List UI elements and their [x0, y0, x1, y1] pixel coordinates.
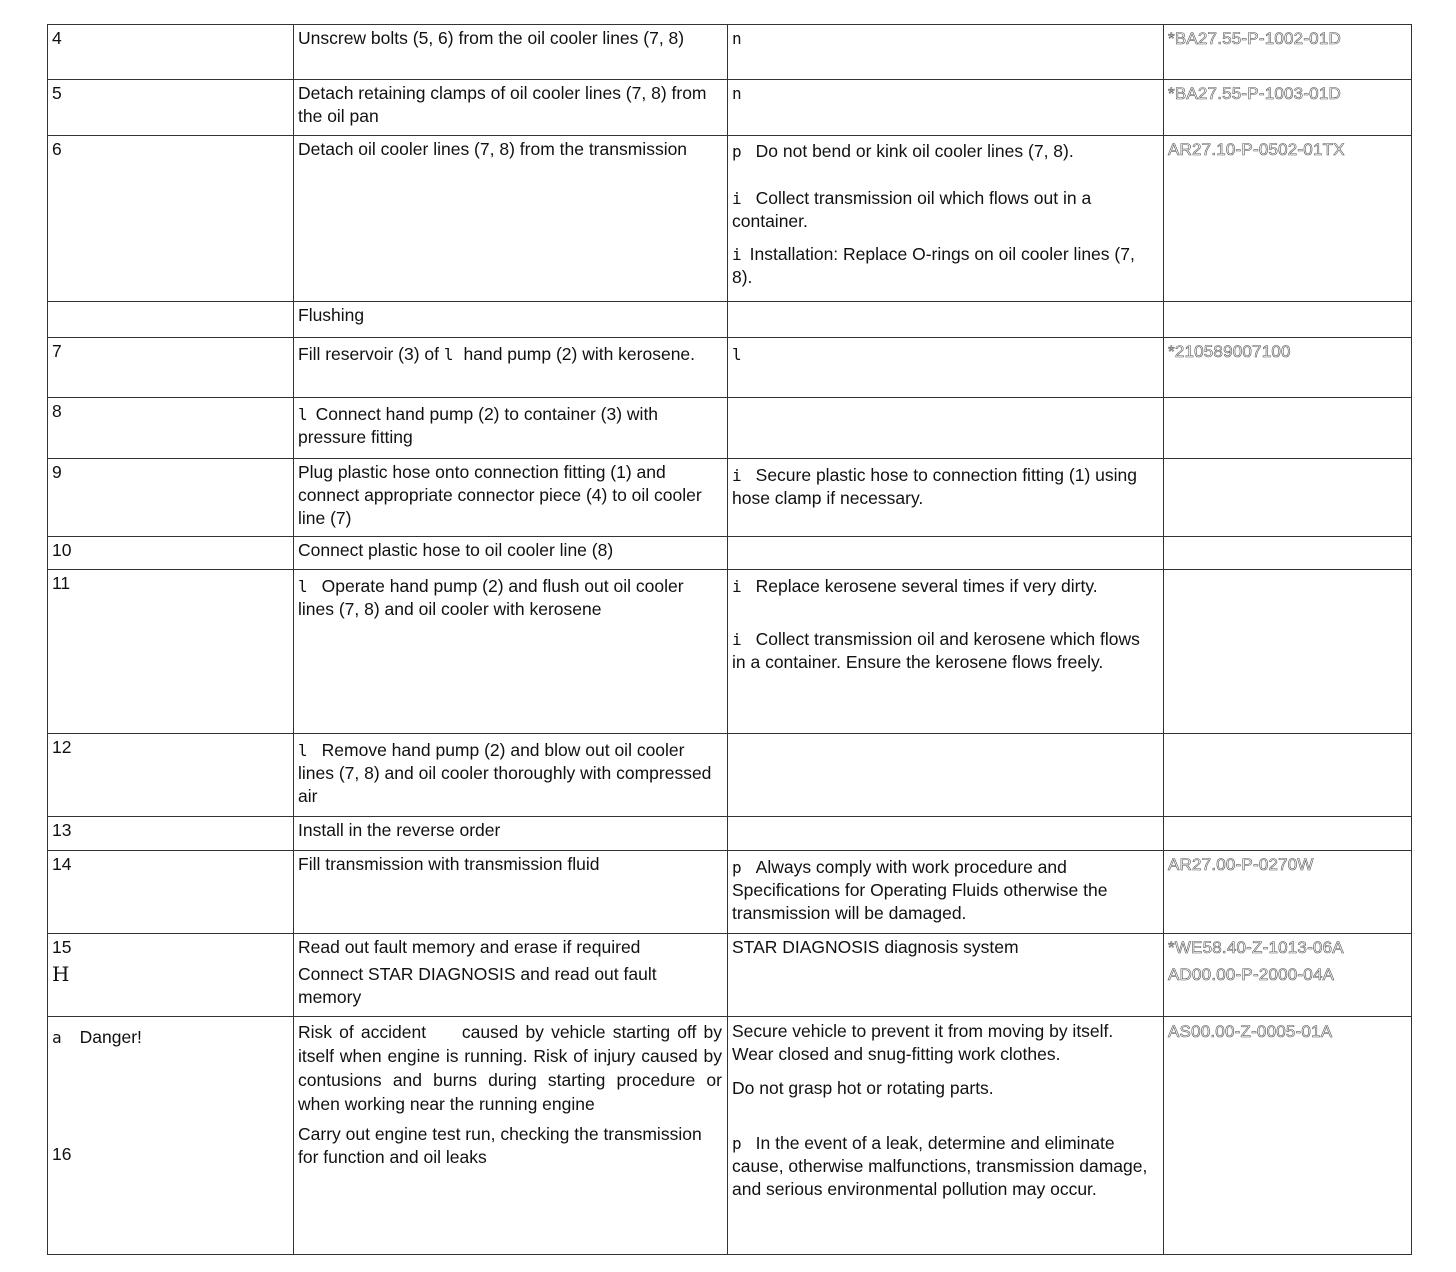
table-row	[48, 136, 1412, 302]
step-reference-link[interactable]: *WE58.40-Z-1013-06A	[1168, 938, 1344, 957]
note-text: Installation: Replace O-rings on oil cooler lines (7, 8).	[732, 244, 1135, 287]
info-note-icon: i	[732, 577, 742, 596]
note-item	[732, 628, 1158, 674]
step-reference	[1164, 459, 1412, 537]
step-reference-link[interactable]: *BA27.55-P-1003-01D	[1164, 80, 1412, 136]
step-action: l Remove hand pump (2) and blow out oil cooler lines (7, 8) and oil cooler thoroughly with compressed air	[294, 734, 728, 817]
info-note-icon: i	[732, 466, 742, 485]
section-heading: Flushing	[294, 302, 728, 338]
step-number: 12	[48, 734, 294, 817]
step-note: p Always comply with work procedure and Specifications for Operating Fluids otherwise the transmission will be damaged.	[728, 851, 1164, 934]
step-notes	[728, 136, 1164, 302]
step-number	[48, 1017, 294, 1255]
special-tool-icon: l	[298, 577, 308, 596]
special-tool-icon: l	[732, 345, 742, 364]
step-action: Unscrew bolts (5, 6) from the oil cooler lines (7, 8)	[294, 25, 728, 80]
step-number: 8	[48, 398, 294, 459]
step-note: i Secure plastic hose to connection fitting (1) using hose clamp if necessary.	[728, 459, 1164, 537]
step-action: Install in the reverse order	[294, 817, 728, 851]
step-note	[728, 537, 1164, 570]
step-reference-link[interactable]: AR27.10-P-0502-01TX	[1164, 136, 1412, 302]
table-row	[48, 80, 1412, 136]
table-row	[48, 734, 1412, 817]
step-action: Risk of accident caused by vehicle starting off by itself when engine is running. Risk of injury caused by contusions and burns during starting procedure or when working near the running engine Carry out engine test run, checking the transmission for function and oil leaks	[294, 1017, 728, 1255]
step-number	[48, 934, 294, 1017]
step-number	[48, 302, 294, 338]
step-action: l Connect hand pump (2) to container (3) with pressure fitting	[294, 398, 728, 459]
special-tool-icon: l	[298, 741, 308, 760]
danger-label: a Danger!	[52, 1027, 142, 1047]
step-notes	[728, 570, 1164, 734]
step-number: 13	[48, 817, 294, 851]
step-note: STAR DIAGNOSIS diagnosis system	[728, 934, 1164, 1017]
note-symbol-icon: n	[732, 84, 742, 103]
note-item	[732, 187, 1158, 233]
step-action: Detach retaining clamps of oil cooler lines (7, 8) from the oil pan	[294, 80, 728, 136]
note-text: Replace kerosene several times if very dirty.	[755, 576, 1098, 596]
step-reference	[1164, 302, 1412, 338]
step-action: Fill reservoir (3) of l hand pump (2) with kerosene.	[294, 338, 728, 398]
table-row	[48, 934, 1412, 1017]
note-text: Collect transmission oil and kerosene which flows in a container. Ensure the kerosene flows freely.	[732, 629, 1140, 672]
table-row	[48, 459, 1412, 537]
step-reference	[1164, 570, 1412, 734]
step-note	[728, 80, 1164, 136]
note-item	[732, 243, 1158, 289]
note-text: Do not bend or kink oil cooler lines (7, 8).	[755, 141, 1074, 161]
step-number: 7	[48, 338, 294, 398]
step-action: l Operate hand pump (2) and flush out oil cooler lines (7, 8) and oil cooler with kerosene	[294, 570, 728, 734]
note-item: p In the event of a leak, determine and eliminate cause, otherwise malfunctions, transmission damage, and serious environmental pollution may occur.	[732, 1133, 1148, 1199]
step-reference-link[interactable]: AS00.00-Z-0005-01A	[1164, 1017, 1412, 1255]
step-reference-link[interactable]: AD00.00-P-2000-04A	[1168, 965, 1335, 984]
procedure-page	[47, 24, 1411, 1255]
step-number: 10	[48, 537, 294, 570]
note-text: Collect transmission oil which flows out in a container.	[732, 188, 1092, 231]
step-note	[728, 734, 1164, 817]
table-row	[48, 398, 1412, 459]
step-number-text: 15	[52, 937, 72, 957]
special-tool-icon: l	[443, 345, 454, 364]
table-row	[48, 338, 1412, 398]
step-reference-link[interactable]: AR27.00-P-0270W	[1164, 851, 1412, 934]
procedure-table	[47, 24, 1412, 1255]
warning-note-icon: p	[732, 142, 742, 161]
step-note	[728, 398, 1164, 459]
step-reference	[1164, 734, 1412, 817]
special-tool-icon: l	[298, 405, 308, 424]
table-row	[48, 302, 1412, 338]
step-reference	[1164, 537, 1412, 570]
step-number: 4	[48, 25, 294, 80]
step-note	[728, 25, 1164, 80]
note-item	[732, 575, 1158, 598]
step-action: Detach oil cooler lines (7, 8) from the transmission	[294, 136, 728, 302]
step-reference-link[interactable]: *BA27.55-P-1002-01D	[1164, 25, 1412, 80]
step-references	[1164, 934, 1412, 1017]
table-row	[48, 1017, 1412, 1255]
danger-text: Risk of accident caused by vehicle starting off by itself when engine is running. Risk of injury caused by contusions and burns during starting procedure or when working near the running engine	[298, 1022, 723, 1114]
step-number: 9	[48, 459, 294, 537]
step-action: Fill transmission with transmission fluid	[294, 851, 728, 934]
table-row	[48, 537, 1412, 570]
table-row	[48, 25, 1412, 80]
table-row	[48, 851, 1412, 934]
step-reference	[1164, 398, 1412, 459]
step-number: 11	[48, 570, 294, 734]
warning-note-icon: p	[732, 1134, 742, 1153]
step-notes	[728, 1017, 1164, 1255]
warning-note-icon: p	[732, 858, 742, 877]
step-note	[728, 338, 1164, 398]
step-action: Read out fault memory and erase if required Connect STAR DIAGNOSIS and read out fault memory	[294, 934, 728, 1017]
note-item	[732, 140, 1158, 163]
step-note	[728, 817, 1164, 851]
step-number-text: 16	[52, 1144, 72, 1164]
note-item: Secure vehicle to prevent it from moving by itself.	[732, 1021, 1114, 1041]
danger-icon: a	[52, 1028, 62, 1047]
info-note-icon: i	[732, 189, 742, 208]
step-note	[728, 302, 1164, 338]
step-reference-link[interactable]: *210589007100	[1164, 338, 1412, 398]
step-action: Plug plastic hose onto connection fitting (1) and connect appropriate connector piece (4) to oil cooler line (7)	[294, 459, 728, 537]
step-number: 14	[48, 851, 294, 934]
step-reference	[1164, 817, 1412, 851]
step-number: 5	[48, 80, 294, 136]
note-item: Wear closed and snug-fitting work clothes.	[732, 1044, 1061, 1064]
note-symbol-icon: n	[732, 29, 742, 48]
table-row	[48, 570, 1412, 734]
step-action: Connect plastic hose to oil cooler line (8)	[294, 537, 728, 570]
diagnosis-marker-icon: H	[52, 962, 70, 986]
info-note-icon: i	[732, 630, 742, 649]
note-item: Do not grasp hot or rotating parts.	[732, 1078, 994, 1098]
step-number: 6	[48, 136, 294, 302]
info-note-icon: i	[732, 245, 742, 264]
table-row	[48, 817, 1412, 851]
